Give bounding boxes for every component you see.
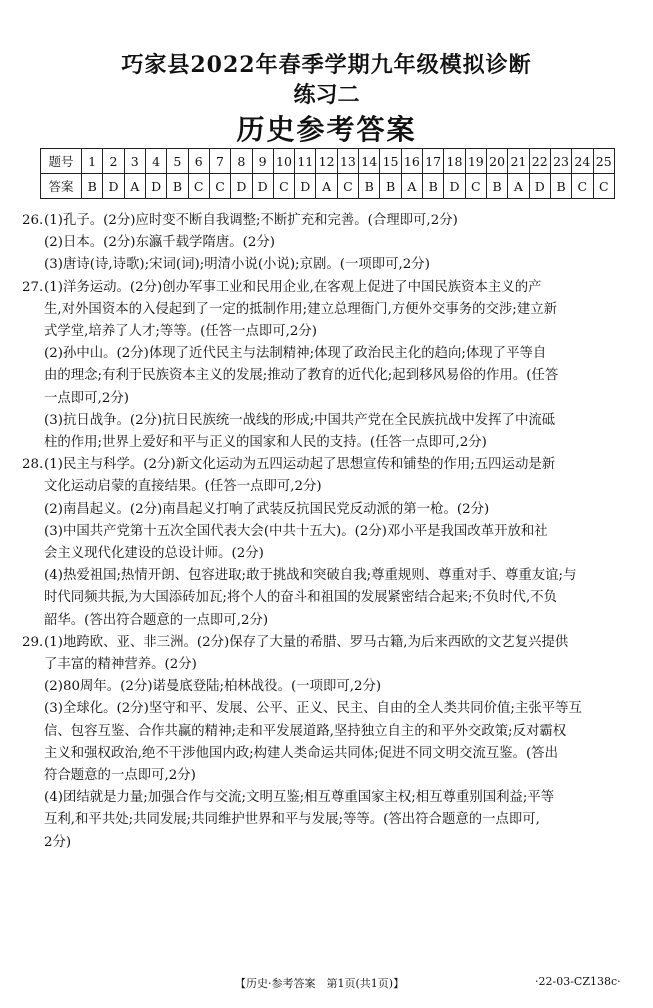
answer-cell: D: [231, 174, 252, 199]
answer-line: [22, 476, 637, 498]
answer-cell: C: [593, 174, 615, 199]
answer-line: [22, 809, 637, 831]
answer-cell: B: [550, 174, 571, 199]
answer-cell: A: [316, 174, 337, 199]
answer-text: (3)唐诗(诗,诗歌);宋词(词);明清小说(小说);京剧。(一项即可,2分): [44, 257, 430, 273]
answer-line: [22, 343, 637, 365]
answer-content: [22, 210, 637, 854]
answer-cell: B: [486, 174, 507, 199]
answer-text: (3)全球化。(2分)坚守和平、发展、公平、正义、民主、自由的全人类共同价值;主张平等互: [44, 701, 582, 717]
question-number-cell: 9: [252, 149, 273, 174]
question-number-cell: 12: [316, 149, 337, 174]
answer-line: [22, 499, 637, 521]
answer-cell: B: [167, 174, 188, 199]
answer-table-answer-row: [41, 174, 615, 199]
question-block: [22, 210, 637, 277]
answer-cell: C: [572, 174, 593, 199]
answer-text: 生,对外国资本的入侵起到了一定的抵制作用;建立总理衙门,方便外交事务的交涉;建立新: [44, 301, 557, 317]
answer-line: [22, 410, 637, 432]
answer-cell: D: [103, 174, 124, 199]
answer-text: 2分): [44, 834, 72, 850]
answer-cell: C: [188, 174, 209, 199]
title-subject-answers: 历史参考答案: [236, 113, 417, 146]
answer-cell: A: [124, 174, 145, 199]
question-number-cell: 14: [359, 149, 380, 174]
answer-text: 一点即可,2分): [44, 390, 129, 406]
question-number-cell: 17: [423, 149, 444, 174]
question-number-cell: 11: [295, 149, 316, 174]
answer-cell: D: [295, 174, 316, 199]
answer-line: [22, 587, 637, 609]
question-number-cell: 6: [188, 149, 209, 174]
question-number-cell: 5: [167, 149, 188, 174]
answer-line: [22, 698, 637, 720]
question-number-cell: 15: [380, 149, 401, 174]
row-label-number: 题号: [41, 149, 82, 174]
answer-text: (1)洋务运动。(2分)创办军事工业和民用企业,在客观上促进了中国民族资本主义的产: [44, 279, 542, 295]
question-block: [22, 454, 637, 632]
answer-text: (1)地跨欧、亚、非三洲。(2分)保存了大量的希腊、罗马古籍,为后来西欧的文艺复兴提供: [44, 634, 569, 650]
answer-line: [22, 521, 637, 543]
answer-text: (4)热爱祖国;热情开朗、包容进取;敢于挑战和突破自我;尊重规则、尊重对手、尊重友谊;与: [44, 568, 577, 584]
answer-table-number-row: [41, 149, 615, 174]
answer-cell: C: [465, 174, 486, 199]
footer-code: ·22-03-CZ138c·: [535, 975, 621, 988]
answer-line: [22, 743, 637, 765]
row-label-answer: 答案: [41, 174, 82, 199]
question-number-cell: 1: [82, 149, 103, 174]
answer-text: 式学堂,培养了人才;等等。(任答一点即可,2分): [44, 324, 318, 340]
answer-text: (1)孔子。(2分)应时变不断自我调整;不断扩充和完善。(合理即可,2分): [44, 213, 458, 228]
answer-text: (2)孙中山。(2分)体现了近代民主与法制精神;体现了政治民主化的趋向;体现了平等自: [44, 346, 547, 362]
answer-text: 符合题意的一点即可,2分): [44, 768, 196, 784]
answer-line: [22, 676, 637, 698]
question-number-cell: 20: [486, 149, 507, 174]
question-number-cell: 8: [231, 149, 252, 174]
question-number: 27.: [22, 279, 44, 295]
answer-line: [22, 765, 637, 787]
answer-line: [22, 321, 637, 343]
answer-text: 主义和强权政治,绝不干涉他国内政;构建人类命运共同体;促进不同文明交流互鉴。(答出: [44, 745, 558, 761]
question-number: 28.: [22, 457, 44, 473]
question-block: [22, 632, 637, 854]
answer-text: 信、包容互鉴、合作共赢的精神;走和平发展道路,坚持独立自主的和平外交政策;反对霸权: [44, 723, 567, 739]
answer-line: [22, 210, 637, 232]
answer-text: 了丰富的精神营养。(2分): [44, 657, 197, 673]
answer-cell: C: [209, 174, 230, 199]
answer-text: (2)南昌起义。(2分)南昌起义打响了武装反抗国民党反动派的第一枪。(2分): [44, 501, 490, 517]
answer-line: [22, 610, 637, 632]
answer-line: [22, 388, 637, 410]
answer-text: 文化运动启蒙的直接结果。(任答一点即可,2分): [44, 479, 322, 495]
question-number-cell: 2: [103, 149, 124, 174]
answer-line: [22, 365, 637, 387]
answer-text: (2)80周年。(2分)诺曼底登陆;柏林战役。(一项即可,2分): [44, 679, 382, 695]
answer-line: [22, 232, 637, 254]
footer-page-info: 【历史·参考答案 第1页(共1页)】: [235, 977, 405, 990]
answer-cell: C: [337, 174, 358, 199]
answer-cell: D: [145, 174, 166, 199]
answer-text: (2)日本。(2分)东瀛千载学隋唐。(2分): [44, 235, 275, 251]
answer-text: 会主义现代化建设的总设计师。(2分): [44, 546, 264, 562]
question-number-cell: 23: [550, 149, 571, 174]
answer-line: [22, 787, 637, 809]
answer-table: [40, 148, 615, 199]
question-number: 26.: [22, 213, 44, 228]
question-number-cell: 21: [508, 149, 529, 174]
answer-cell: C: [273, 174, 294, 199]
question-number-cell: 13: [337, 149, 358, 174]
answer-cell: D: [252, 174, 273, 199]
answer-cell: A: [508, 174, 529, 199]
answer-text: (1)民主与科学。(2分)新文化运动为五四运动起了思想宣传和铺垫的作用;五四运动是新: [44, 457, 556, 473]
question-number-cell: 18: [444, 149, 465, 174]
answer-cell: B: [423, 174, 444, 199]
answer-cell: D: [529, 174, 550, 199]
question-number-cell: 16: [401, 149, 422, 174]
title-practice: 练习二: [293, 82, 360, 108]
answer-line: [22, 721, 637, 743]
answer-text: 韶华。(答出符合题意的一点即可,2分): [44, 612, 269, 628]
answer-cell: B: [380, 174, 401, 199]
answer-cell: D: [444, 174, 465, 199]
answer-line: [22, 299, 637, 321]
answer-text: 由的理念;有利于民族资本主义的发展;推动了教育的近代化;起到移风易俗的作用。(任答: [44, 368, 559, 384]
question-number-cell: 25: [593, 149, 615, 174]
answer-line: [22, 277, 637, 299]
answer-line: [22, 254, 637, 276]
answer-text: (3)中国共产党第十五次全国代表大会(中共十五大)。(2分)邓小平是我国改革开放和社: [44, 523, 548, 539]
answer-text: (4)团结就是力量;加强合作与交流;文明互鉴;相互尊重国家主权;相互尊重别国利益;平等: [44, 790, 555, 806]
answer-line: [22, 543, 637, 565]
question-number-cell: 22: [529, 149, 550, 174]
title-school-exam: 巧家县2022年春季学期九年级模拟诊断: [121, 52, 532, 78]
answer-cell: B: [82, 174, 103, 199]
answer-line: [22, 654, 637, 676]
answer-line: [22, 832, 637, 854]
question-number-cell: 3: [124, 149, 145, 174]
answer-line: [22, 632, 637, 654]
answer-line: [22, 565, 637, 587]
question-number-cell: 4: [145, 149, 166, 174]
answer-line: [22, 454, 637, 476]
question-number-cell: 24: [572, 149, 593, 174]
question-number: 29.: [22, 634, 44, 650]
answer-cell: A: [401, 174, 422, 199]
answer-line: [22, 432, 637, 454]
answer-text: 时代同频共振,为大国添砖加瓦;将个人的奋斗和祖国的发展紧密结合起来;不负时代,不负: [44, 590, 557, 606]
answer-text: 互利,和平共处;共同发展;共同维护世界和平与发展;等等。(答出符合题意的一点即可,: [44, 812, 540, 828]
answer-text: (3)抗日战争。(2分)抗日民族统一战线的形成;中国共产党在全民族抗战中发挥了中流砥: [44, 412, 556, 428]
answer-text: 柱的作用;世界上爱好和平与正义的国家和人民的支持。(任答一点即可,2分): [44, 435, 487, 451]
question-number-cell: 10: [273, 149, 294, 174]
question-number-cell: 7: [209, 149, 230, 174]
answer-cell: B: [359, 174, 380, 199]
question-block: [22, 277, 637, 455]
question-number-cell: 19: [465, 149, 486, 174]
